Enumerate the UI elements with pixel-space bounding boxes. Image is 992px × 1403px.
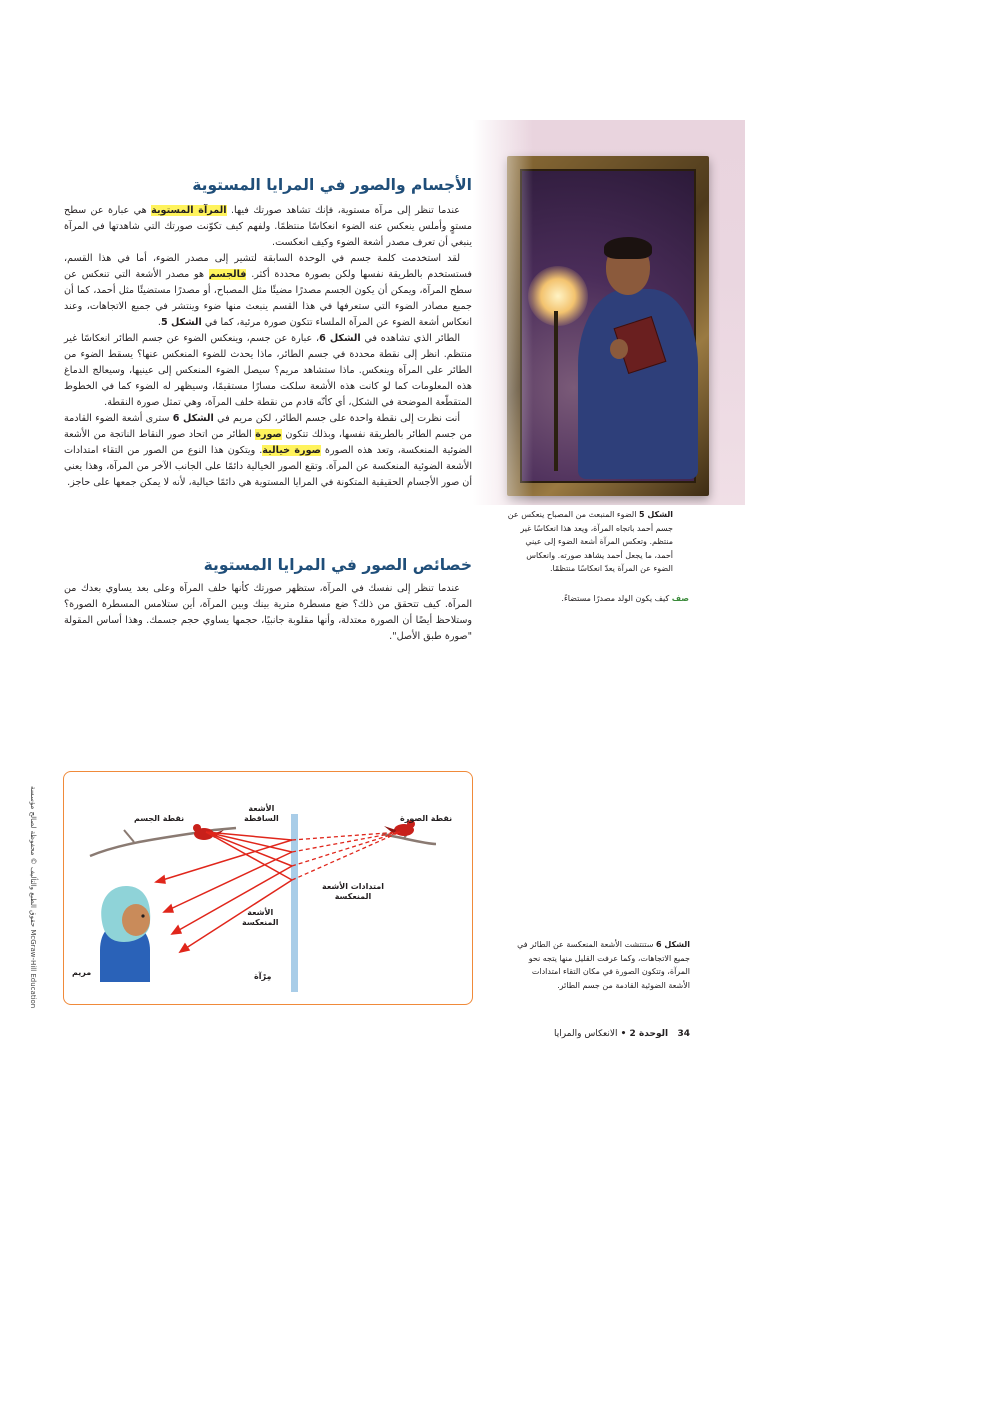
text: . ويتكون هذا النوع من الصور من التقاء امتدادات الأشعة الضوئية المنعكسة عن المرآة. وتقع الصور الخيالية دائمًا على الجانب الآخر من المرآة، وهذا يعني أن صور الأجسام الحقيقية المتكونة في المرايا المستوية هي دائمًا خيالية، لأنه لا يمكن جمعها على حاجز. (64, 445, 472, 488)
figure-reference: الشكل 6 (319, 333, 361, 344)
reflected-rays-label: الأشعة المنعكسة (242, 908, 279, 927)
image-point-label: نقطة الصورة (400, 814, 453, 823)
boy-hair (604, 237, 652, 259)
mirror-label: مِرْآة (254, 972, 272, 981)
key-term-object: فالجسم (208, 269, 247, 280)
section-heading-image-properties: خصائص الصور في المرايا المستوية (203, 556, 472, 574)
mirror-reflection (520, 169, 696, 483)
photo-fade (473, 120, 533, 505)
key-term-virtual-image: صورة خيالية (262, 445, 321, 456)
figure-6-diagram (63, 771, 473, 1005)
text: أنت نظرت إلى نقطة واحدة على جسم الطائر، لكن مريم في (213, 413, 460, 424)
text: عندما تنظر إلى مرآة مستوية، فإنك تشاهد صورتك فيها. (226, 205, 460, 216)
reflected-rays (156, 840, 292, 952)
lamp-pole (554, 311, 558, 471)
prompt-text: كيف يكون الولد مصدرًا مستضاءً. (561, 594, 672, 603)
figure-label: الشكل 6 (655, 940, 690, 949)
key-term-plane-mirror: المرآة المستوية (151, 205, 227, 216)
observer-label: مريم (72, 968, 92, 977)
lamp-shade (528, 266, 588, 326)
section-heading-objects-images: الأجسام والصور في المرايا المستوية (192, 176, 472, 194)
unit-label: الوحدة 2 (629, 1029, 669, 1039)
caption-text: الضوء المنبعث من المصباح ينعكس عن جسم أحمد باتجاه المرآة، ويعد هذا انعكاسًا غير منتظم. وتعكس المرآة أشعة الضوء إلى عيني أحمد، ما يجعل أحمد يشاهد صورته. وانعكاس الضوء عن المرآة يعدّ انعكاسًا منتظمًا. (507, 510, 673, 573)
observer-girl-icon (100, 886, 150, 982)
reflected-extensions-label: امتدادات الأشعة المنعكسة (322, 882, 384, 901)
prompt-label: صف (671, 594, 689, 603)
unit-title: الانعكاس والمرايا (553, 1029, 618, 1039)
figure-5-prompt (507, 592, 689, 606)
figure-label: الشكل 5 (638, 510, 673, 519)
hand (610, 339, 628, 359)
incident-rays-label: الأشعة الساقطة (244, 804, 279, 823)
page-footer (500, 1029, 690, 1039)
figure-reference: الشكل 5 (160, 317, 202, 328)
text: هو مصدر الأشعة التي تنعكس عن سطح المرآة، ويمكن أن يكون الجسم مصدرًا مضيئًا مثل المصباح، أو مصدرًا مستضيئًا مثل أحمد، كما أن جميع مصادر الضوء التي ستعرفها في هذا القسم ينبعث منها ضوء وينتشر في جميع الاتجاهات، وعند انعكاس أشعة الضوء عن المرآة الملساء تتكون صورة مرئية، كما في (64, 269, 472, 328)
copyright-text: حقوق الطبع والتأليف © محفوظة لصالح مؤسسة McGraw-Hill Education (29, 786, 37, 1009)
text: الطائر من اتحاد صور النقاط الناتجة من الأشعة الضوئية المنعكسة، وتعد هذه الصورة (64, 429, 472, 456)
object-point-label: نقطة الجسم (134, 814, 185, 823)
text: الطائر الذي تشاهده في (360, 333, 460, 344)
figure-reference: الشكل 6 (172, 413, 214, 424)
figure-5-caption (507, 508, 673, 576)
footer-bullet: • (620, 1029, 627, 1039)
paragraph: عندما تنظر إلى نفسك في المرآة، ستظهر صورتك كأنها خلف المرآة وعلى بعد يساوي بعدك من المرآة. كيف تتحقق من ذلك؟ ضع مسطرة مترية بينك وبين المرآة، أين ستلامس المسطرة الصورة؟ وستلاحظ أيضًا أن الصورة معتدلة، وأنها مقلوبة جانبيًا، حجمها يساوي حجم جسمك. وهذا أساس المقولة "صورة طبق الأصل". (64, 583, 472, 642)
key-term-image: صورة (255, 429, 282, 440)
photo-boy-reading-mirror (473, 120, 745, 505)
text: لقد استخدمت كلمة جسم في الوحدة السابقة لتشير إلى مصدر الضوء، أما في هذا القسم، فستستخدم بالطريقة نفسها ولكن بصورة محددة أكثر. (64, 253, 472, 280)
text: هي عبارة عن سطح مستوٍ وأملس ينعكس عنه الضوء انعكاسًا منتظمًا. ولفهم كيف تكوّنت صورتك التي شاهدتها في المرآة ينبغي أن تعرف مصدر أشعة الضوء وكيف انعكست. (64, 205, 472, 248)
text: ، عبارة عن جسم، وينعكس الضوء عن جسم الطائر انعكاسًا غير منتظم. انظر إلى نقطة محددة في جسم الطائر، ماذا يحدث للضوء المنعكس عنها؟ يسقط الضوء من الطائر على المرآة وينعكس. ماذا ستشاهد مريم؟ سيصل الضوء المنعكس إلى عينيها، وسيعالج الدماغ هذه المعلومات كما لو كانت هذه الأشعة سلكت مسارًا مستقيمًا، وسيظهر له الضوء كما في الخطوط المتقطّعة الموضحة في الشكل، أي كأنّه قادم من نقطة خلف المرآة، وهي تمثل صورة النقطة. (64, 333, 472, 408)
page-number: 34 (677, 1029, 690, 1039)
caption-text: ستنتشت الأشعة المنعكسة عن الطائر في جميع الاتجاهات، وكما عرفت القليل منها يتجه نحو المرآة، وتتكون الصورة في مكان التقاء امتدادات الأشعة الضوئية القادمة من جسم الطائر. (517, 940, 690, 990)
paragraph (64, 203, 472, 491)
mirror-frame (507, 156, 709, 496)
boy-body (578, 289, 698, 479)
figure-6-caption (510, 938, 690, 992)
text: سترى أشعة الضوء القادمة من جسم الطائر بالطريقة نفسها، وبذلك تتكون (64, 413, 472, 440)
image-branch (382, 834, 436, 844)
copyright-vertical (28, 786, 38, 1009)
text: . (157, 317, 161, 328)
ray-extensions (292, 832, 400, 880)
object-branch-twig (124, 830, 134, 842)
